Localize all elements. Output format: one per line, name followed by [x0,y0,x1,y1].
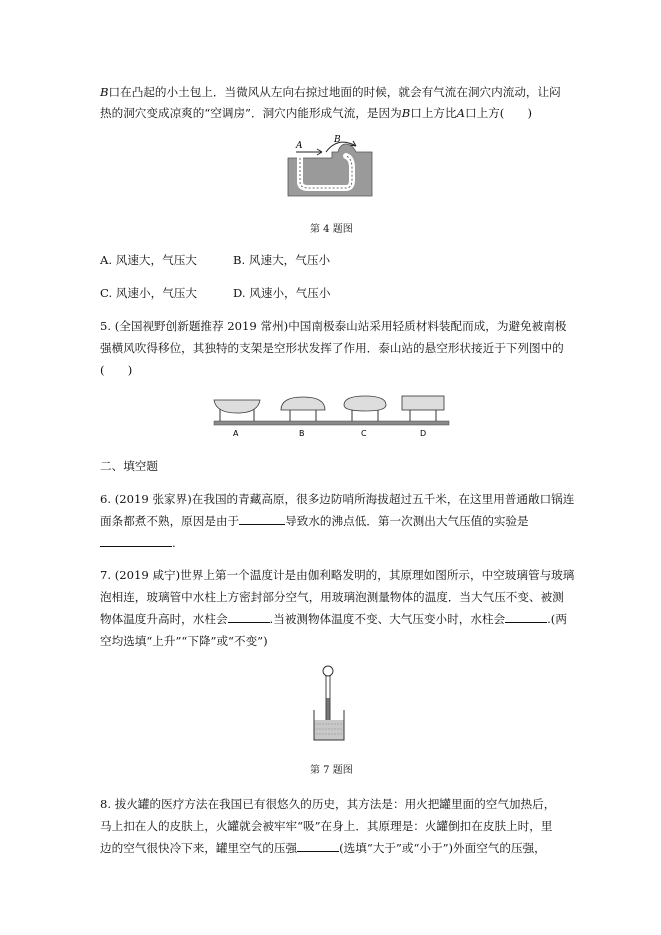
q5-line-2: 强横风吹得移位，其独特的支架是空形状发挥了作用．泰山站的悬空形状接近于下列图中的 [100,341,564,355]
q4-option-b: B. 风速大，气压小 [233,253,331,267]
q4-option-a: A. 风速大，气压大 [100,253,197,267]
q5-line-3: ( ) [100,363,133,377]
fig5-label-b: B [299,429,305,438]
q6-blank-2[interactable] [100,535,172,547]
q7-line-4: 空均选填“上升”“下降”或“不变”) [100,634,268,648]
q4-label-b: B [100,85,109,99]
q4-line-2 [100,105,532,121]
q7-line-1: 7. (2019 咸宁)世界上第一个温度计是由伽利略发明的，其原理如图所示，中空玻璃管与玻璃 [100,568,575,582]
q4-option-d: D. 风速小，气压小 [233,286,331,300]
station-shapes-figure [214,392,449,440]
q6-blank-1[interactable] [239,513,285,525]
q7-caption: 第 7 题图 [310,765,353,776]
q7-blank-1[interactable] [228,611,270,623]
q8-line-2: 马上扣在人的皮肤上，火罐就会被牢牢“吸”在身上．其原理是：火罐倒扣在皮肤上时，里 [100,819,553,833]
cave-figure [286,135,376,200]
q4-label-b-2: B [401,106,411,120]
q4-line-1 [100,84,561,100]
q6-line-3 [100,535,176,551]
q6-line-2-text-a: 面条都煮不熟，原因是由于 [100,514,240,528]
q6-line-2 [100,513,529,529]
thermoscope-figure [310,664,350,744]
q8-line-3-text-a: 边的空气很快冷下来，罐里空气的压强 [100,841,298,855]
q8-line-3-text-b: (选填“大于”或“小于”)外面空气的压强， [339,841,546,855]
fig4-label-a: A [296,141,303,151]
q6-line-3-period: . [172,536,176,550]
q6-line-1: 6. (2019 张家界)在我国的青藏高原，很多边防哨所海拔超过五千米，在这里用普通敞口锅连 [100,492,575,506]
fig5-label-c: C [361,429,367,438]
q8-blank-1[interactable] [297,840,339,852]
q4-option-c: C. 风速小，气压大 [100,286,197,300]
q6-line-2-text-b: 导致水的沸点低．第一次测出大气压值的实验是 [285,514,529,528]
q4-line-2-text-e: 口上方( ) [465,106,533,120]
section-heading-fill-in: 二、填空题 [100,459,158,473]
fig4-label-b: B [334,135,341,145]
q7-line-3-text-a: 物体温度升高时，水柱会 [100,612,228,626]
q4-line-1-text: 口在凸起的小土包上．当微风从左向右掠过地面的时候，就会有气流在洞穴内流动，让闷 [108,85,561,99]
q7-blank-2[interactable] [505,611,547,623]
q4-line-2-text-a: 热的洞穴变成凉爽的“空调房”．洞穴内能形成气流，是因为 [100,106,402,120]
q4-line-2-text-c: 口上方比 [410,106,457,120]
q8-line-3 [100,840,546,856]
q7-line-3-text-c: .(两 [547,612,567,626]
q4-caption: 第 4 题图 [310,224,353,235]
q5-line-1: 5. (全国视野创新题推荐 2019 常州)中国南极泰山站采用轻质材料装配而成，为避免被南极 [100,319,567,333]
fig5-label-a: A [233,429,239,438]
fig5-label-d: D [420,429,427,438]
q8-line-1: 8. 拔火罐的医疗方法在我国已有很悠久的历史，其方法是：用火把罐里面的空气加热后， [100,797,556,811]
q4-label-a: A [456,106,465,120]
q7-line-3-text-b: .当被测物体温度不变、大气压变小时，水柱会 [269,612,506,626]
q7-line-2: 泡相连，玻璃管中水柱上方密封部分空气，用玻璃泡测量物体的温度．当大气压不变、被测 [100,590,564,604]
q7-line-3 [100,611,567,627]
